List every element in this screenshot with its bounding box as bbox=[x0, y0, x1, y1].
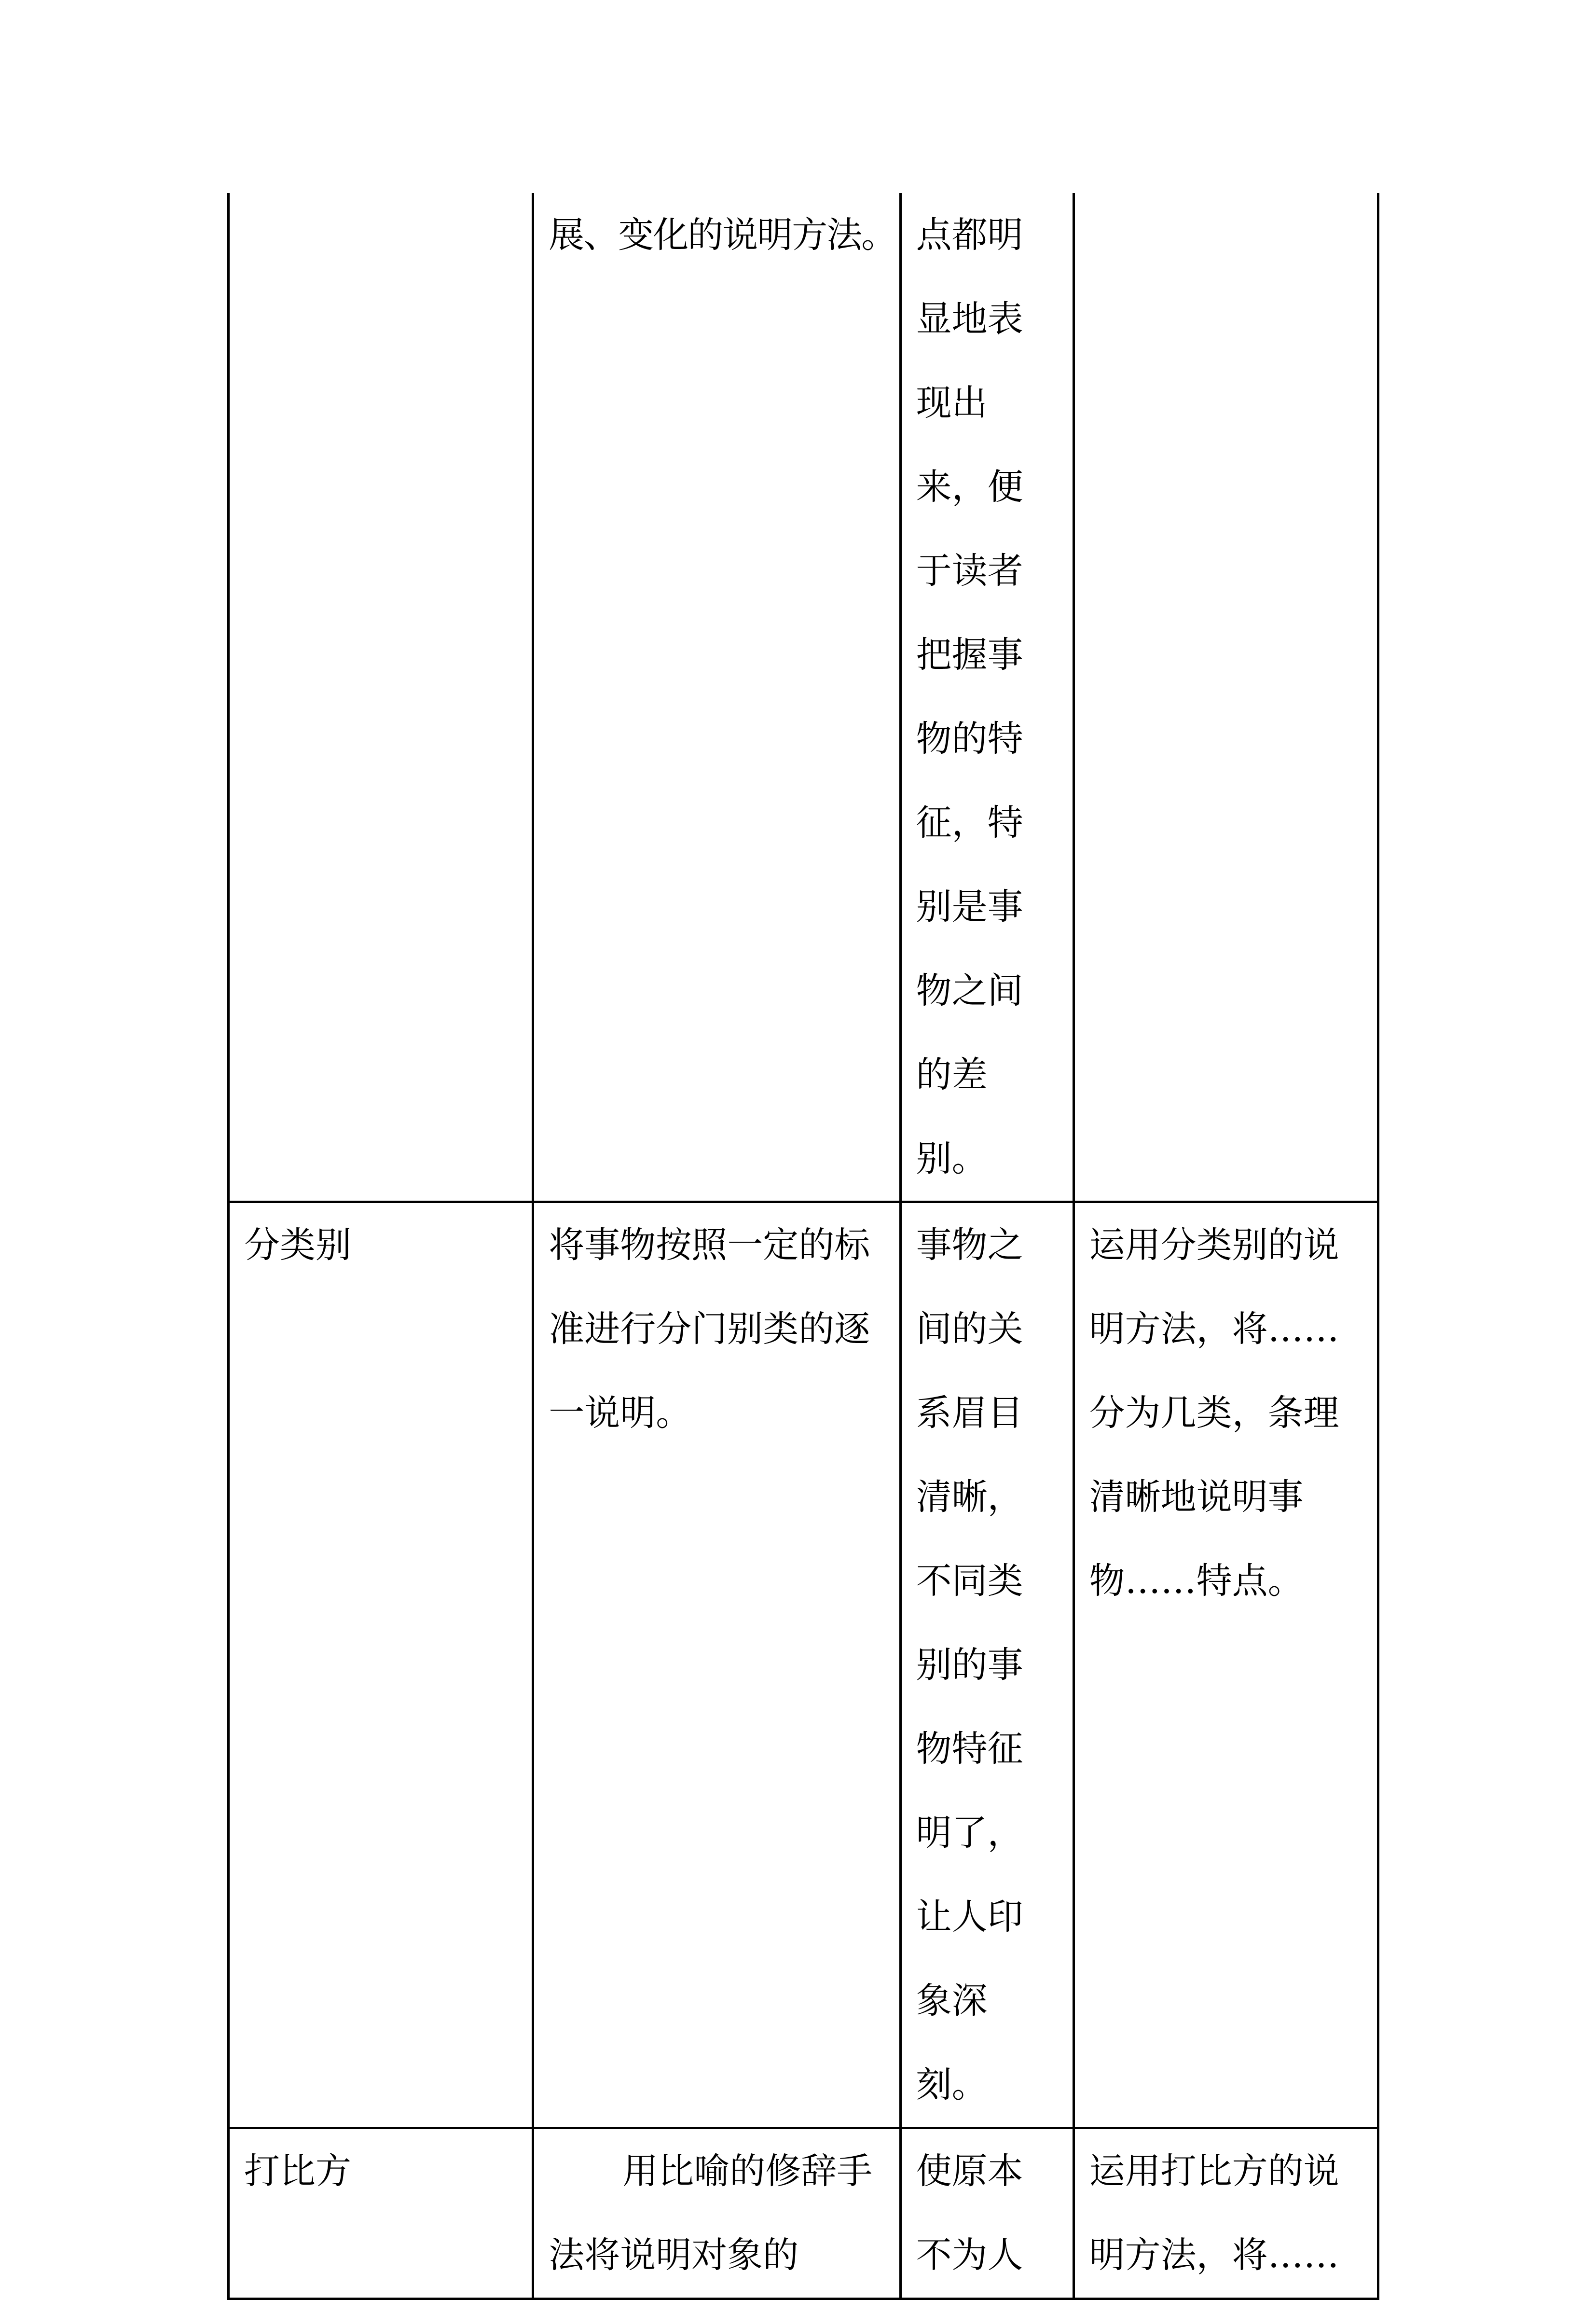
method-name-cell: 分类别 bbox=[229, 1202, 533, 2128]
answer-template-cell: 运用分类别的说明方法，将……分为几类，条理清晰地说明事物……特点。 bbox=[1073, 1202, 1378, 2128]
answer-template-cell: 运用打比方的说明方法，将…… bbox=[1073, 2128, 1378, 2299]
explanation-methods-table bbox=[227, 193, 1379, 2300]
table-row bbox=[229, 1202, 1378, 2128]
method-name-cell: 打比方 bbox=[229, 2128, 533, 2299]
definition-text: 用比喻的修辞手法将说明对象的 bbox=[549, 2150, 873, 2276]
definition-cell bbox=[533, 2128, 900, 2299]
definition-cell: 将事物按照一定的标准进行分门别类的逐一说明。 bbox=[533, 1202, 900, 2128]
definition-cell: 展、变化的说明方法。 bbox=[533, 193, 900, 1202]
table-row bbox=[229, 2128, 1378, 2299]
effect-cell: 使原本不为人 bbox=[900, 2128, 1073, 2299]
effect-cell: 点都明显地表现出来，便于读者把握事物的特征，特别是事物之间的差别。 bbox=[900, 193, 1073, 1202]
effect-cell: 事物之间的关系眉目清晰，不同类别的事物特征明了，让人印象深刻。 bbox=[900, 1202, 1073, 2128]
method-name-cell bbox=[229, 193, 533, 1202]
answer-template-cell bbox=[1073, 193, 1378, 1202]
table-row bbox=[229, 193, 1378, 1202]
